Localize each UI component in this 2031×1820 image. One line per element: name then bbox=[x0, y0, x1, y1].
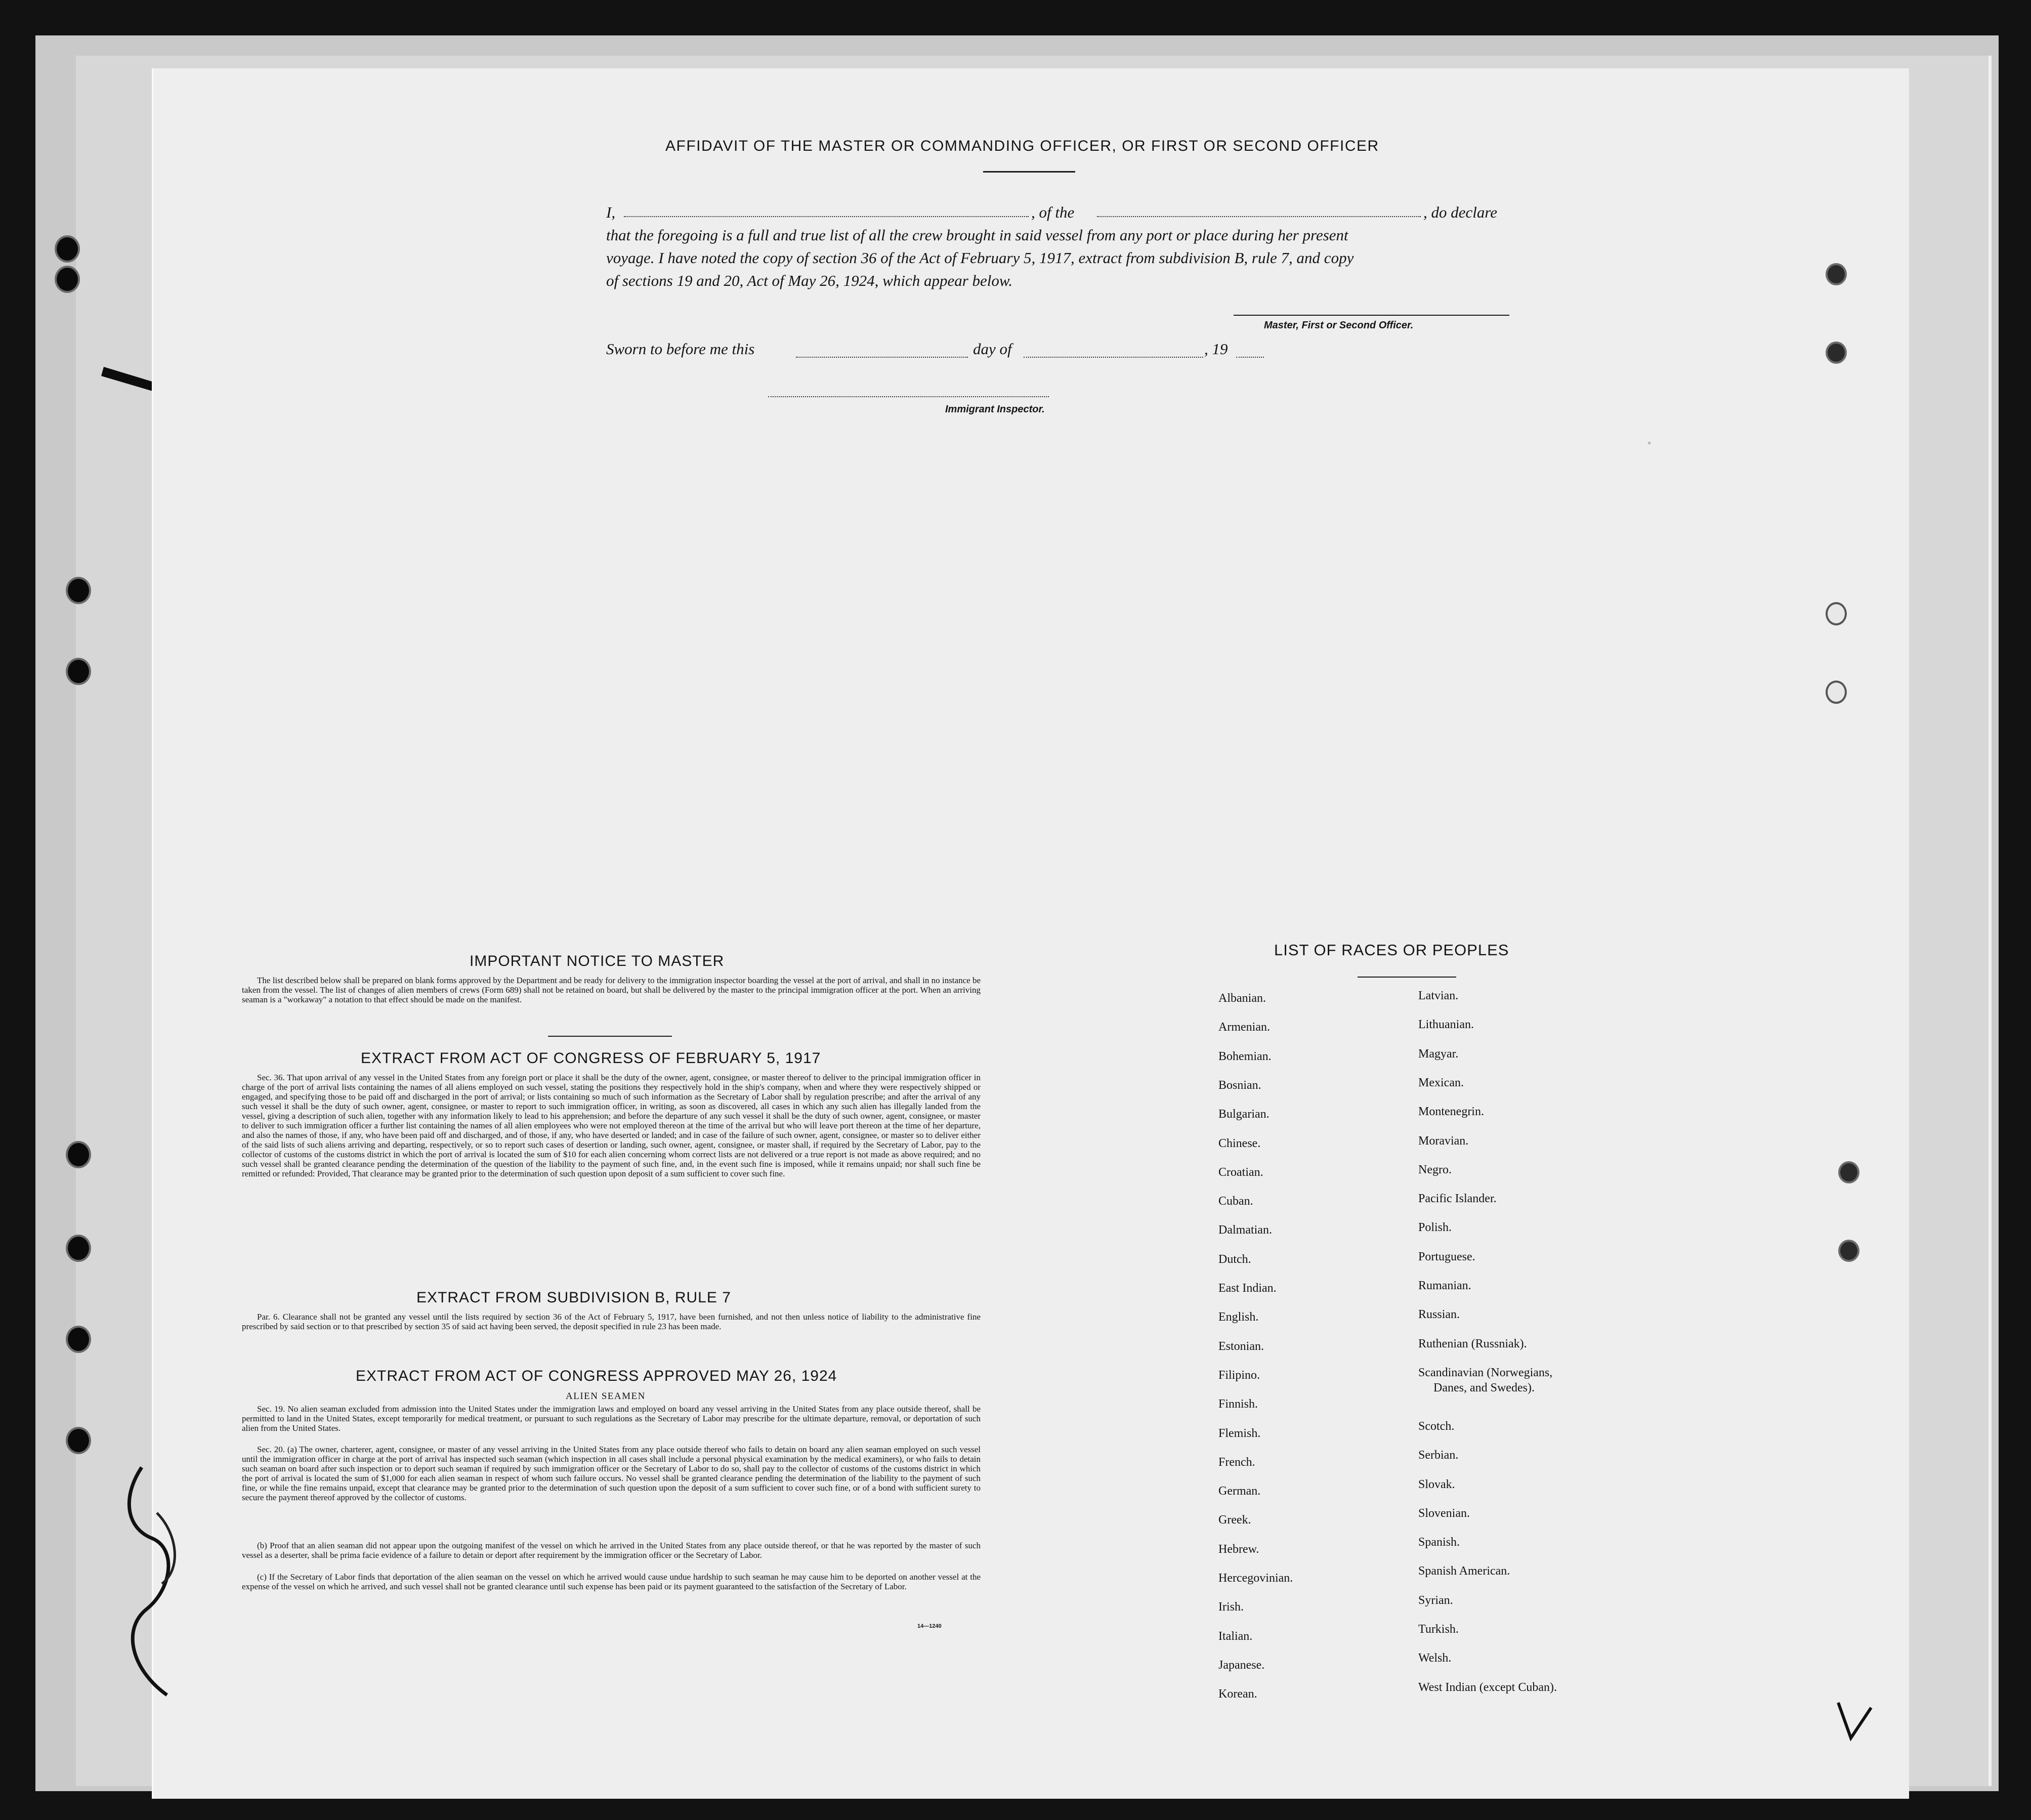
vessel-blank[interactable] bbox=[1097, 216, 1421, 217]
race-item: East Indian. bbox=[1218, 1282, 1277, 1295]
affidavit-of-the: , of the bbox=[1031, 203, 1075, 221]
race-item: Syrian. bbox=[1418, 1593, 1453, 1607]
race-item: Pacific Islander. bbox=[1418, 1192, 1497, 1206]
form-page: • AFFIDAVIT OF THE MASTER OR COMMANDING OFFICER, OR FIRST OR SECOND OFFICER I, , of the , do declare that the foregoing is a full and true list of all the crew brought in said vessel from any port or place during her present voyage. I have noted the copy of section 36 of the Act of February 5, 1917, extract from subdivision B, rule 7, and copy of sections 19 and 20, Act of May 26, 1924, which appear below. Master, First or Second Officer. Sworn to before me this day of , 19 Immigrant Inspector. IMPORTANT NOTICE TO MASTER The list described below shall be prepared on blank forms approved by the Department and be ready for delivery to the immigration inspector boarding the vessel at the port of arrival, and shall in no instance be taken from the vessel. The list of changes of alien members of crews (Form 689) shall not be retained on board, but shall be delivered by the master to the principal immigration officer at the port. When an arriving seaman is a "workaway" a notation to that effect should be made on the manifest. EXTRACT FROM ACT OF CONGRESS OF FEBRUARY 5, 1917 Sec. 36. That upon arrival of any vessel in the United States from any foreign port or place it shall be the duty of the owner, agent, consignee, or master thereof to deliver to the principal immigration officer in charge of the port of arrival lists containing the names of all aliens employed on such vessel, stating the positions they respectively hold in the ship's company, when and where they were respectively shipped or engaged, and specifying those to be paid off and discharged in the port of arrival; or lists containing so much of such information as the Secretary of Labor shall by regulation prescribe; and after the arrival of any such vessel it shall be the duty of such owner, agent, consignee, or master to report to such immigration officer, in writing, as soon as discovered, all cases in which any such alien has illegally landed from the vessel, giving a description of such alien, together with any information likely to lead to his apprehension; and before the departure of any such vessel it shall be the duty of such owner, agent, consignee, or master to deliver to such immigration officer a further list containing the names of all alien employees who were not employed thereon at the time of the arrival but who will leave port thereon at the time of her departure, and also the names of those, if any, who have been paid off and discharged, and of those, if any, who have deserted or landed; and in case of the failure of such owner, agent, consignee, or master so to deliver either of the said lists of such aliens arriving and departing, respectively, or so to report such cases of desertion or landing, such owner, agent, consignee, or master shall, if required by the Secretary of Labor, pay to the collector of customs of the customs district in which the port of arrival is located the sum of $10 for each alien concerning whom correct lists are not delivered or a true report is not made as above required; and no such vessel shall be granted clearance pending the determination of the question of the liability to the payment of such fine, and, in the event such fine is imposed, while it remains unpaid; nor shall such fine be remitted or refunded: Provided, That clearance may be granted prior to the determination of such question upon deposit of a sum sufficient to cover such fine. EXTRACT FROM SUBDIVISION B, RULE 7 Par. 6. Clearance shall not be granted any vessel until the lists required by section 36 of the Act of February 5, 1917, have been furnished, and not then unless notice of liability to the administrative fine prescribed by said section or to that prescribed by section 35 of said act having been served, the deposit specified in rule 23 has been made. EXTRACT FROM ACT OF CONGRESS APPROVED MAY 26, 1924 ALIEN SEAMEN Sec. 19. No alien seaman excluded from admission into the United States under the immigration laws and employed on board any vessel arriving in the United States from any place outside thereof, shall be permitted to land in the United States, except temporarily for medical treatment, or pursuant to such regulations as the Secretary of Labor may prescribe for the ultimate departure, removal, or deportation of such alien from the United States. Sec. 20. (a) The owner, charterer, agent, consignee, or master of any vessel arriving in the United States from any place outside thereof who fails to detain on board any alien seaman employed on such vessel until the immigration officer in charge at the port of arrival has inspected such seaman (which inspection in all cases shall include a personal physical examination by the medical examiners), or who fails to detain such seaman on board after such inspection or to deport such seaman if required by such immigration officer or the Secretary of Labor to do so, shall pay to the collector of customs of the customs district in which the port of arrival is located the sum of $1,000 for each alien seaman in respect of whom such failure occurs. No vessel shall be granted clearance pending the determination of the liability to the payment of such fine, or while the fine remains unpaid, except that clearance may be granted prior to the determination of such question upon the deposit of a sum sufficient to cover such fine, or of a bond with sufficient surety to secure the payment thereof approved by the collector of customs. (b) Proof that an alien seaman did not appear upon the outgoing manifest of the vessel on which he arrived in the United States from any place outside thereof, or that he was reported by the master of such vessel as a deserter, shall be prima facie evidence of a failure to detain or deport after requirement by the immigration officer or the Secretary of Labor. (c) If the Secretary of Labor finds that deportation of the alien seaman on the vessel on which he arrived would cause undue hardship to such seaman he may cause him to be deported on another vessel at the expense of the vessel on which he arrived, and such vessel shall not be granted clearance until such expense has been paid or its payment guaranteed to the satisfaction of the Secretary of Labor. 14—1240 LIST OF RACES OR PEOPLES Albanian. Armenian. Bohemian. Bosnian. Bulgarian. Chinese. Croatian. Cuban. Dalmatian. Dutch. East Indian. English. Estonian. Filipino. Finnish. Flemish. French. German. Greek. Hebrew. Hercegovinian. Irish. Italian. Japanese. Korean. Latvian. Lithuanian. Magyar. Mexican. Montenegrin. Moravian. Negro. Pacific Islander. Polish. Portuguese. Rumanian. Russian. Ruthenian (Russniak). Scandinavian (Norwegians, Danes, and Swedes). Scotch. Serbian. Slovak. Slovenian. Spanish. Spanish American. Syrian. Turkish. Welsh. West Indian (except Cuban). bbox=[152, 68, 1909, 1799]
affidavit-title: AFFIDAVIT OF THE MASTER OR COMMANDING OFFICER, OR FIRST OR SECOND OFFICER bbox=[665, 138, 1379, 154]
race-item: Finnish. bbox=[1218, 1398, 1258, 1411]
affidavit-line-3: voyage. I have noted the copy of section 36 of the Act of February 5, 1917, extract from subdivision B, rule 7, and copy bbox=[606, 249, 1354, 267]
binder-hole bbox=[1838, 1161, 1859, 1183]
affidavit-i: I, bbox=[606, 203, 616, 221]
race-item: Irish. bbox=[1218, 1600, 1244, 1614]
race-item: Polish. bbox=[1418, 1221, 1452, 1235]
race-item: Ruthenian (Russniak). bbox=[1418, 1337, 1527, 1350]
race-item: Filipino. bbox=[1218, 1368, 1260, 1382]
race-item: Chinese. bbox=[1218, 1136, 1261, 1150]
sworn-month-blank[interactable] bbox=[1024, 357, 1203, 358]
master-signature-label: Master, First or Second Officer. bbox=[1264, 320, 1414, 331]
sec19-body: Sec. 19. No alien seaman excluded from admission into the United States under the immigration laws and employed on board any vessel arriving in the United States from any place outside thereof, shall be permitted to land in the United States, except temporarily for medical treatment, or pursuant to such regulations as the Secretary of Labor may prescribe for the ultimate departure, removal, or deportation of such alien from the United States. bbox=[242, 1404, 981, 1433]
affidavit-line-4: of sections 19 and 20, Act of May 26, 1924, which appear below. bbox=[606, 272, 1013, 289]
race-item: Russian. bbox=[1418, 1308, 1460, 1322]
extract1-body: Sec. 36. That upon arrival of any vessel in the United States from any foreign port or place it shall be the duty of the owner, agent, consignee, or master thereof to deliver to the principal immigration officer in charge of the port of arrival lists containing the names of all aliens employed on such vessel, stating the positions they respectively hold in the ship's company, when and where they were respectively shipped or engaged, and specifying those to be paid off and discharged in the port of arrival; or lists containing so much of such information as the Secretary of Labor shall by regulation prescribe; and after the arrival of any such vessel it shall be the duty of such owner, agent, consignee, or master to report to such immigration officer, in writing, as soon as discovered, all cases in which any such alien has illegally landed from the vessel, giving a description of such alien, together with any information likely to lead to his apprehension; and before the departure of any such vessel it shall be the duty of such owner, agent, consignee, or master to deliver to such immigration officer a further list containing the names of all alien employees who were not employed thereon at the time of the arrival but who will leave port thereon at the time of her departure, and also the names of those, if any, who have been paid off and discharged, and of those, if any, who have deserted or landed; and in case of the failure of such owner, agent, consignee, or master so to deliver either of the said lists of such aliens arriving and departing, respectively, or so to report such cases of desertion or landing, such owner, agent, consignee, or master shall, if required by the Secretary of Labor, pay to the collector of customs of the customs district in which the port of arrival is located the sum of $10 for each alien concerning whom correct lists are not delivered or a true report is not made as above required; and no such vessel shall be granted clearance pending the determination of the question of the liability to the payment of such fine, and, in the event such fine is imposed, while it remains unpaid; nor shall such fine be remitted or refunded: Provided, That clearance may be granted prior to the determination of such question upon deposit of a sum sufficient to cover such fine. bbox=[242, 1073, 981, 1178]
race-item: Bosnian. bbox=[1218, 1078, 1261, 1092]
affidavit-line-2: that the foregoing is a full and true list of all the crew brought in said vessel from any port or place during her present bbox=[606, 226, 1348, 244]
race-item: Estonian. bbox=[1218, 1339, 1264, 1353]
race-item: Moravian. bbox=[1418, 1134, 1469, 1148]
sworn-text: Sworn to before me this bbox=[606, 340, 755, 358]
race-item: West Indian (except Cuban). bbox=[1418, 1680, 1557, 1694]
binder-hole bbox=[1826, 681, 1847, 704]
extract3-title: EXTRACT FROM ACT OF CONGRESS APPROVED MAY 26, 1924 bbox=[356, 1368, 837, 1384]
race-item: Scandinavian (Norwegians, bbox=[1418, 1366, 1553, 1379]
race-item: Hebrew. bbox=[1218, 1542, 1259, 1556]
races-title: LIST OF RACES OR PEOPLES bbox=[1274, 941, 1509, 959]
name-blank[interactable] bbox=[624, 216, 1029, 217]
race-item: Latvian. bbox=[1418, 989, 1459, 1002]
alien-seamen-subtitle: ALIEN SEAMEN bbox=[566, 1391, 646, 1402]
race-item: Albanian. bbox=[1218, 992, 1266, 1005]
sworn-year: , 19 bbox=[1204, 340, 1228, 358]
race-item: French. bbox=[1218, 1455, 1255, 1469]
race-item: Rumanian. bbox=[1418, 1279, 1471, 1292]
race-item: Greek. bbox=[1218, 1513, 1251, 1527]
sec20a-body: Sec. 20. (a) The owner, charterer, agent, consignee, or master of any vessel arriving in the United States from any place outside thereof who fails to detain on board any alien seaman employed on such vessel until the immigration officer in charge at the port of arrival has inspected such seaman (which inspection in all cases shall include a personal physical examination by the medical examiners), or who fails to detain such seaman on board after such inspection or to deport such seaman if required by such immigration officer or the Secretary of Labor to do so, shall pay to the collector of customs of the customs district in which the port of arrival is located the sum of $1,000 for each alien seaman in respect of whom such failure occurs. No vessel shall be granted clearance pending the determination of the liability to the payment of such fine, or while the fine remains unpaid, except that clearance may be granted prior to the determination of such question upon the deposit of a sum sufficient to cover such fine, or of a bond with sufficient surety to secure the payment thereof approved by the collector of customs. bbox=[242, 1445, 981, 1502]
race-item: Croatian. bbox=[1218, 1165, 1263, 1179]
race-item: Japanese. bbox=[1218, 1658, 1265, 1672]
handwritten-check-mark bbox=[1833, 1698, 1879, 1746]
notice-body: The list described below shall be prepared on blank forms approved by the Department and be ready for delivery to the immigration inspector boarding the vessel at the port of arrival, and shall in no instance be taken from the vessel. The list of changes of alien members of crews (Form 689) shall not be retained on board, but shall be delivered by the master to the principal immigration officer at the port. When an arriving seaman is a "workaway" a notation to that effect should be made on the manifest. bbox=[242, 976, 981, 1004]
sec20b-body: (b) Proof that an alien seaman did not appear upon the outgoing manifest of the vessel on which he arrived in the United States from any place outside thereof, or that he was reported by the master of such vessel as a deserter, shall be prima facie evidence of a failure to detain or deport after requirement by the immigration officer or the Secretary of Labor. bbox=[242, 1541, 981, 1560]
race-item: Negro. bbox=[1418, 1163, 1452, 1176]
race-item: Italian. bbox=[1218, 1629, 1253, 1643]
race-item: Danes, and Swedes). bbox=[1433, 1381, 1535, 1394]
race-item: Serbian. bbox=[1418, 1449, 1459, 1462]
binder-hole bbox=[66, 1141, 91, 1168]
binder-hole bbox=[66, 1235, 91, 1262]
master-signature-line[interactable] bbox=[1234, 315, 1509, 316]
sworn-year-blank[interactable] bbox=[1236, 357, 1264, 358]
race-item: Magyar. bbox=[1418, 1047, 1459, 1061]
race-item: German. bbox=[1218, 1485, 1261, 1498]
race-item: Bohemian. bbox=[1218, 1049, 1272, 1063]
handwritten-scrawl bbox=[111, 1457, 192, 1710]
race-item: English. bbox=[1218, 1310, 1259, 1324]
races-title-underline bbox=[1358, 977, 1456, 978]
race-item: Spanish. bbox=[1418, 1536, 1460, 1549]
race-item: Scotch. bbox=[1418, 1419, 1455, 1433]
race-item: Welsh. bbox=[1418, 1652, 1452, 1665]
race-item: Slovenian. bbox=[1418, 1506, 1470, 1520]
extract1-title: EXTRACT FROM ACT OF CONGRESS OF FEBRUARY 5, 1917 bbox=[361, 1050, 821, 1067]
binder-hole bbox=[55, 235, 80, 263]
race-item: Spanish American. bbox=[1418, 1564, 1510, 1578]
inspector-signature-line[interactable] bbox=[768, 396, 1049, 397]
sworn-line bbox=[606, 340, 754, 358]
form-number: 14—1240 bbox=[917, 1623, 942, 1629]
race-item: Montenegrin. bbox=[1418, 1105, 1484, 1119]
extract2-body: Par. 6. Clearance shall not be granted any vessel until the lists required by section 36 of the Act of February 5, 1917, have been furnished, and not then unless notice of liability to the administrative fine prescribed by said section or to that prescribed by section 35 of said act having been served, the deposit specified in rule 23 has been made. bbox=[242, 1312, 981, 1331]
race-item: Dalmatian. bbox=[1218, 1223, 1272, 1237]
race-item: Turkish. bbox=[1418, 1623, 1459, 1636]
binder-hole bbox=[1826, 342, 1847, 364]
race-item: Mexican. bbox=[1418, 1076, 1464, 1089]
notice-rule bbox=[548, 1036, 672, 1037]
inspector-label: Immigrant Inspector. bbox=[945, 404, 1045, 415]
binder-hole bbox=[66, 658, 91, 685]
race-item: Cuban. bbox=[1218, 1195, 1253, 1208]
sworn-day-of: day of bbox=[973, 340, 1012, 358]
race-item: Korean. bbox=[1218, 1687, 1257, 1701]
extract2-title: EXTRACT FROM SUBDIVISION B, RULE 7 bbox=[416, 1289, 731, 1306]
race-item: Armenian. bbox=[1218, 1021, 1270, 1034]
affidavit-declare: , do declare bbox=[1423, 203, 1498, 221]
notice-title: IMPORTANT NOTICE TO MASTER bbox=[470, 953, 725, 969]
sworn-day-blank[interactable] bbox=[796, 357, 968, 358]
race-item: Portuguese. bbox=[1418, 1250, 1475, 1263]
race-item: Lithuanian. bbox=[1418, 1018, 1474, 1032]
race-item: Slovak. bbox=[1418, 1477, 1455, 1491]
title-underline bbox=[983, 171, 1075, 173]
race-item: Flemish. bbox=[1218, 1426, 1261, 1440]
affidavit-statement bbox=[606, 201, 1618, 292]
binder-hole bbox=[66, 1326, 91, 1353]
binder-hole bbox=[1838, 1240, 1859, 1262]
binder-hole bbox=[1826, 602, 1847, 625]
binder-hole bbox=[1826, 263, 1847, 285]
binder-hole bbox=[55, 266, 80, 293]
race-item: Dutch. bbox=[1218, 1252, 1251, 1266]
race-item: Bulgarian. bbox=[1218, 1108, 1270, 1121]
race-item: Hercegovinian. bbox=[1218, 1572, 1293, 1585]
affidavit-line-1 bbox=[606, 201, 1618, 224]
sec20c-body: (c) If the Secretary of Labor finds that deportation of the alien seaman on the vessel on which he arrived would cause undue hardship to such seaman he may cause him to be deported on another vessel at the expense of the vessel on which he arrived, and such vessel shall not be granted clearance until such expense has been paid or its payment guaranteed to the satisfaction of the Secretary of Labor. bbox=[242, 1572, 981, 1591]
binder-hole bbox=[66, 577, 91, 604]
binder-hole bbox=[66, 1427, 91, 1454]
